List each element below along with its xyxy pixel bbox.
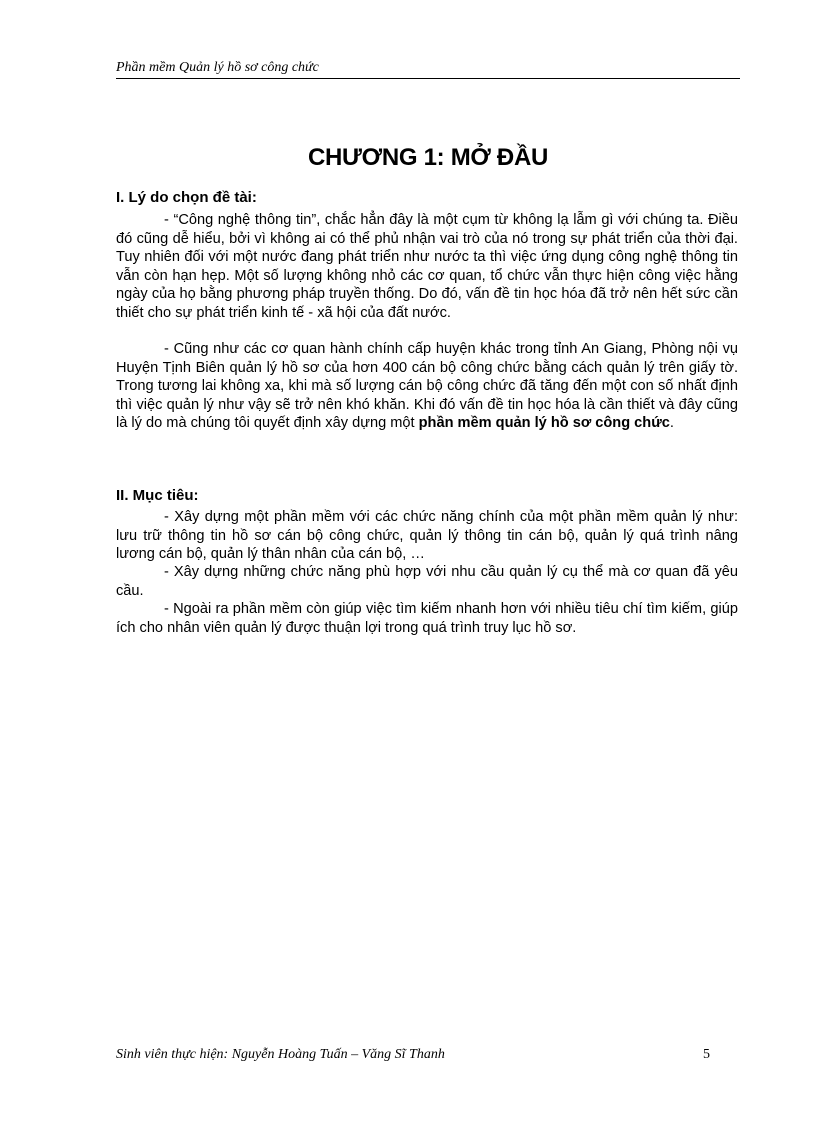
footer-authors: Sinh viên thực hiện: Nguyễn Hoàng Tuấn – Văng Sĩ Thanh [116, 1047, 445, 1062]
section-heading-reasons: I. Lý do chọn đề tài: [116, 189, 257, 206]
section-heading-goals: II. Mục tiêu: [116, 487, 199, 504]
paragraph-goal-functions: - Xây dựng một phần mềm với các chức năng chính của một phần mềm quản lý như: lưu trữ thông tin hồ sơ cán bộ công chức, quản lý thông tin cán bộ, quản lý quá trình nâng lương cán bộ, quản lý thân nhân của cán bộ, … [116, 509, 738, 562]
paragraph-it-intro: - “Công nghệ thông tin”, chắc hẳn đây là một cụm từ không lạ lẫm gì với chúng ta. Điều đó cũng dễ hiểu, bởi vì không ai có thể phủ nhận vai trò của nó trong sự phát triển của thời đại. Tuy nhiên đối với một nước đang phát triển như nước ta thì việc ứng dụng công nghệ thông tin vẫn còn hạn hẹp. Một số lượng không nhỏ các cơ quan, tổ chức vẫn thực hiện công việc hằng ngày của họ bằng phương pháp truyền thống. Do đó, vấn đề tin học hóa đã trở nên hết sức cần thiết cho sự phát triển kinh tế - xã hội của đất nước. [116, 212, 738, 321]
paragraph-an-giang-end: . [669, 415, 674, 431]
chapter-title: CHƯƠNG 1: MỞ ĐẦU [307, 144, 549, 171]
page-footer [116, 1046, 710, 1064]
emphasis-software-name: phần mềm quản lý hồ sơ công chức [418, 415, 670, 431]
paragraph-goal-needs: - Xây dựng những chức năng phù hợp với nhu cầu quản lý cụ thể mà cơ quan đã yêu cầu. [116, 564, 738, 599]
paragraph-goal-search: - Ngoài ra phần mềm còn giúp việc tìm kiếm nhanh hơn với nhiều tiêu chí tìm kiếm, giúp ích cho nhân viên quản lý được thuận lợi trong quá trình truy lục hồ sơ. [116, 601, 738, 636]
paragraph-an-giang [116, 340, 738, 433]
page-number: 5 [703, 1047, 710, 1062]
running-header: Phần mềm Quản lý hồ sơ công chức [116, 60, 740, 79]
paragraph-an-giang-text: - Cũng như các cơ quan hành chính cấp huyện khác trong tỉnh An Giang, Phòng nội vụ Huyện Tịnh Biên quản lý hồ sơ của hơn 400 cán bộ công chức bằng cách quản lý trên giấy tờ. Trong tương lai không xa, khi mà số lượng cán bộ công chức đã tăng đến một con số nhất định thì việc quản lý như vậy sẽ trở nên khó khăn. Khi đó vấn đề tin học hóa là cần thiết và đây cũng là lý do mà chúng tôi quyết định xây dựng một [116, 341, 738, 431]
